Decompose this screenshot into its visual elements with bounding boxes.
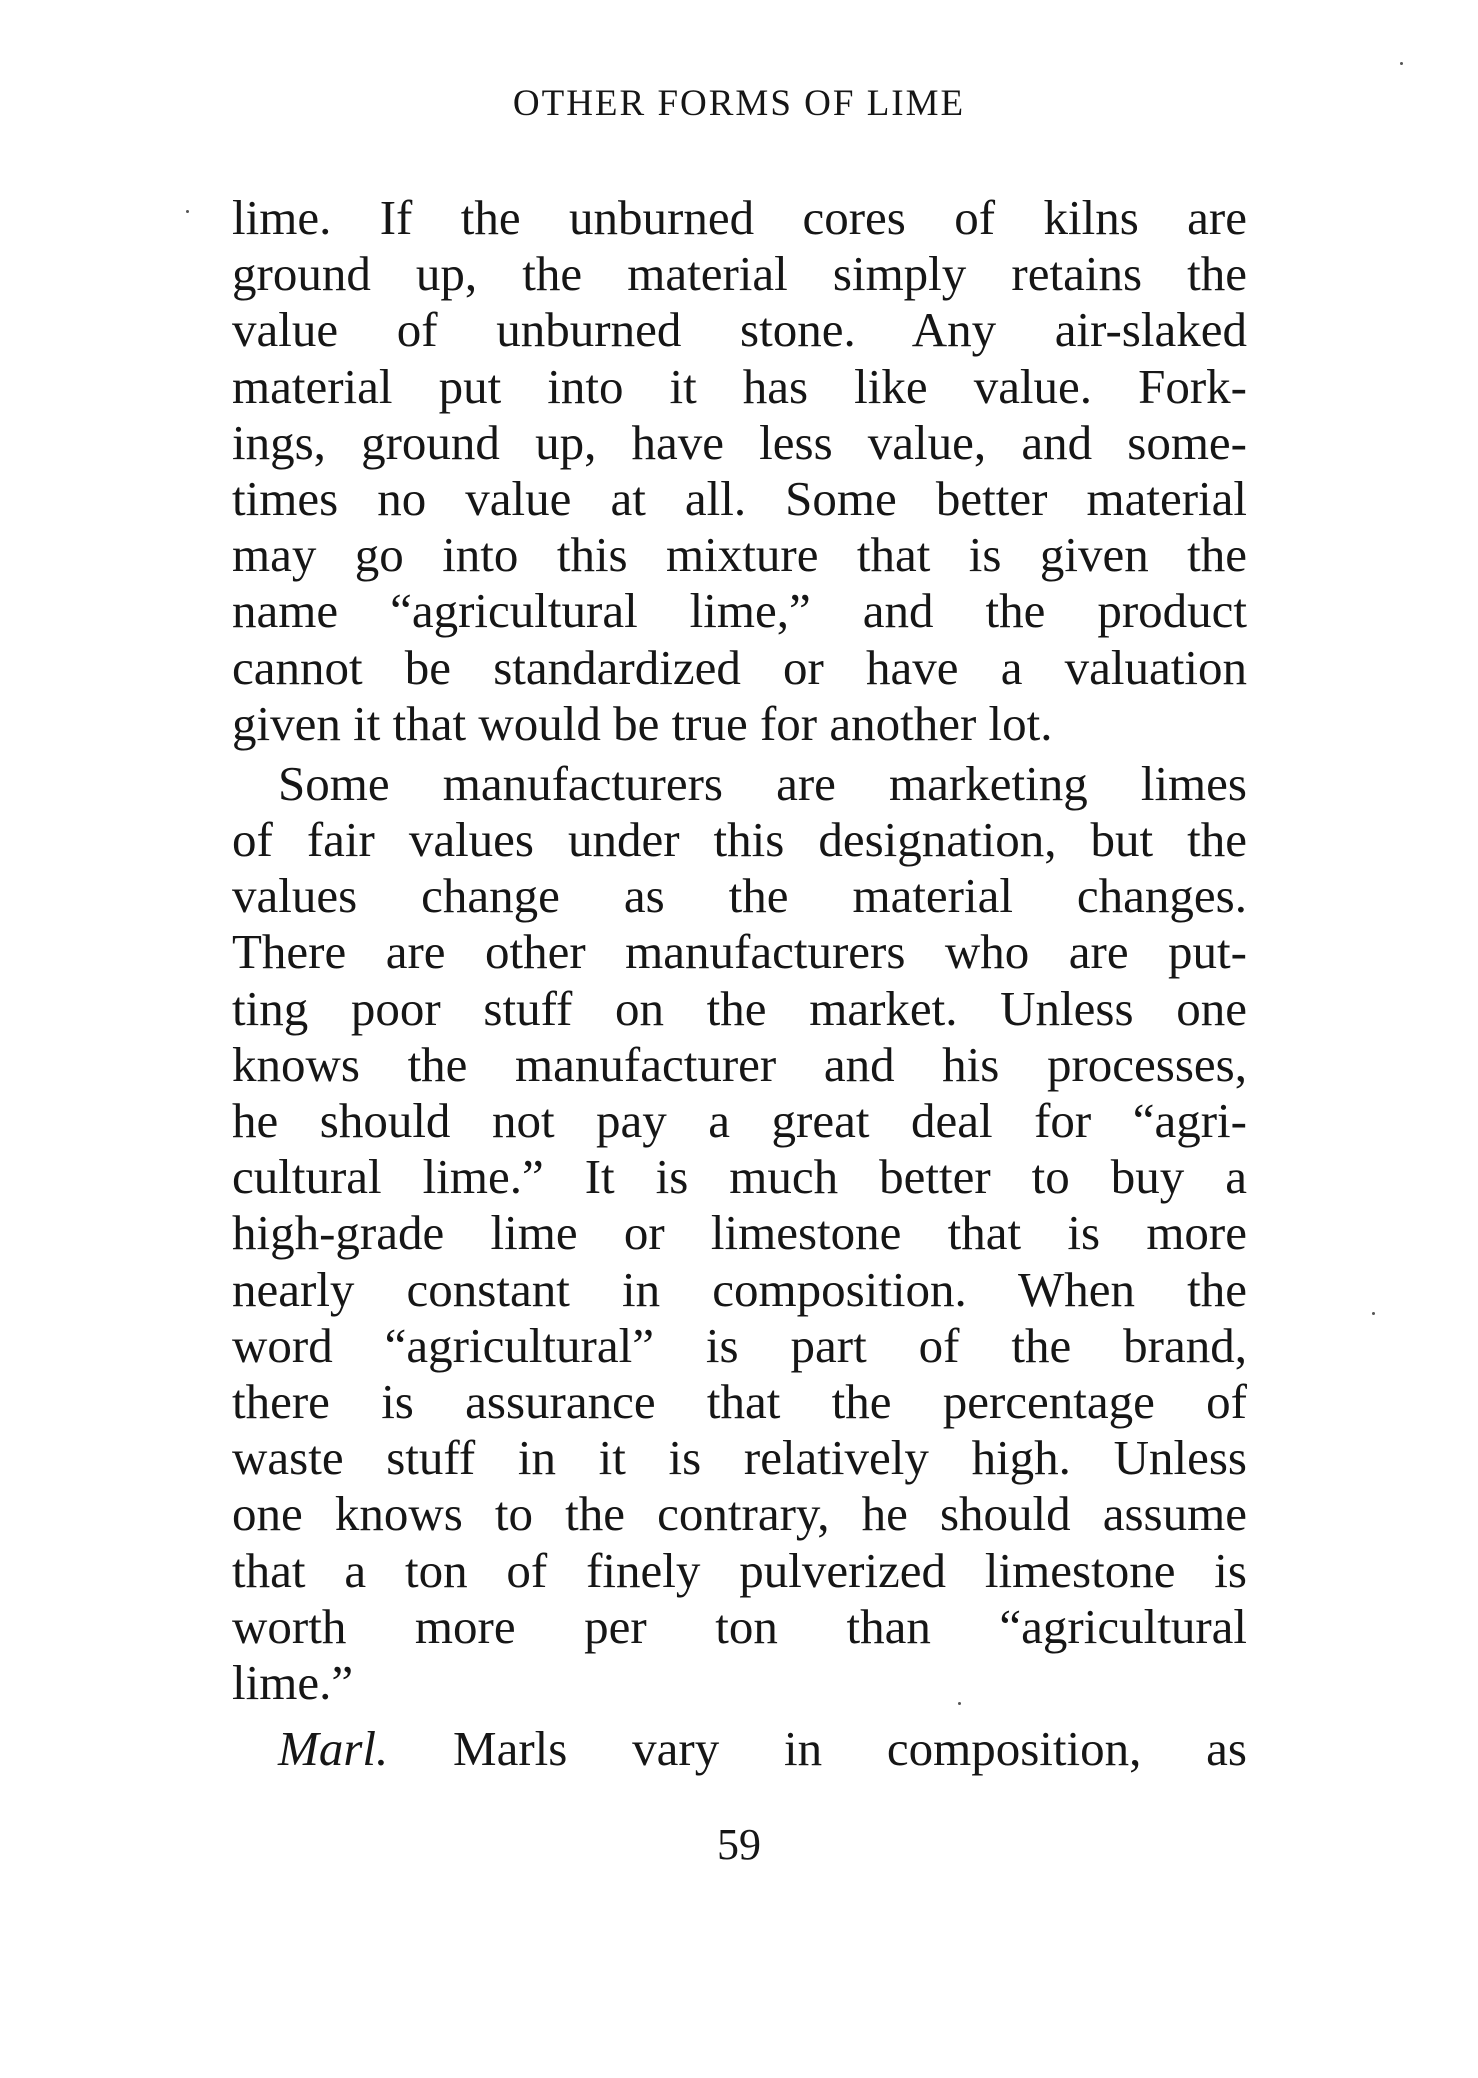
text-line: value of unburned stone. Any air-slaked	[232, 302, 1247, 358]
text-line: cultural lime.” It is much better to buy a	[232, 1149, 1247, 1205]
text-line: lime. If the unburned cores of kilns are	[232, 190, 1247, 245]
text-line: lime.”	[232, 1654, 354, 1710]
paper-speck	[186, 210, 189, 213]
running-head: OTHER FORMS OF LIME	[512, 83, 966, 124]
text-line: one knows to the contrary, he should assume	[232, 1486, 1247, 1542]
text-line: given it that would be true for another lot.	[232, 695, 1053, 751]
text-line: there is assurance that the percentage of	[232, 1373, 1247, 1429]
paragraph-1	[232, 190, 1247, 752]
text-line: times no value at all. Some better material	[232, 470, 1247, 526]
text-line: cannot be standardized or have a valuation	[232, 639, 1247, 695]
text-line: he should not pay a great deal for “agri-	[232, 1093, 1247, 1148]
text-line: waste stuff in it is relatively high. Unless	[232, 1430, 1247, 1486]
paper-speck	[1400, 62, 1403, 65]
text-line: may go into this mixture that is given the	[232, 527, 1247, 583]
text-line: word “agricultural” is part of the brand,	[232, 1317, 1247, 1373]
paragraph-2	[232, 756, 1247, 1711]
paper-speck	[1372, 1312, 1375, 1315]
text-line: material put into it has like value. Fork-	[232, 358, 1247, 414]
text-line: ting poor stuff on the market. Unless one	[232, 980, 1247, 1036]
text-line: that a ton of finely pulverized limestone is	[232, 1542, 1247, 1598]
text-line: worth more per ton than “agricultural	[232, 1598, 1247, 1654]
text-line: ground up, the material simply retains the	[232, 246, 1247, 302]
text-line: of fair values under this designation, but the	[232, 812, 1247, 868]
body-text	[232, 190, 1247, 1777]
text-line: Some manufacturers are marketing limes	[278, 755, 1247, 811]
text-line: name “agricultural lime,” and the product	[232, 583, 1247, 639]
text-line: ings, ground up, have less value, and some-	[232, 414, 1247, 470]
page-number: 59	[717, 1820, 761, 1869]
paragraph-text: Marls vary in composition, as	[453, 1721, 1247, 1777]
text-line: values change as the material changes.	[232, 868, 1247, 924]
run-in-head: Marl.	[278, 1721, 389, 1777]
text-line: high-grade lime or limestone that is more	[232, 1205, 1247, 1261]
paper-speck	[958, 1702, 961, 1705]
text-line: nearly constant in composition. When the	[232, 1261, 1247, 1317]
text-line: knows the manufacturer and his processes,	[232, 1036, 1247, 1092]
text-line	[232, 1721, 1247, 1777]
paragraph-3	[232, 1721, 1247, 1777]
text-line: There are other manufacturers who are put-	[232, 924, 1247, 980]
